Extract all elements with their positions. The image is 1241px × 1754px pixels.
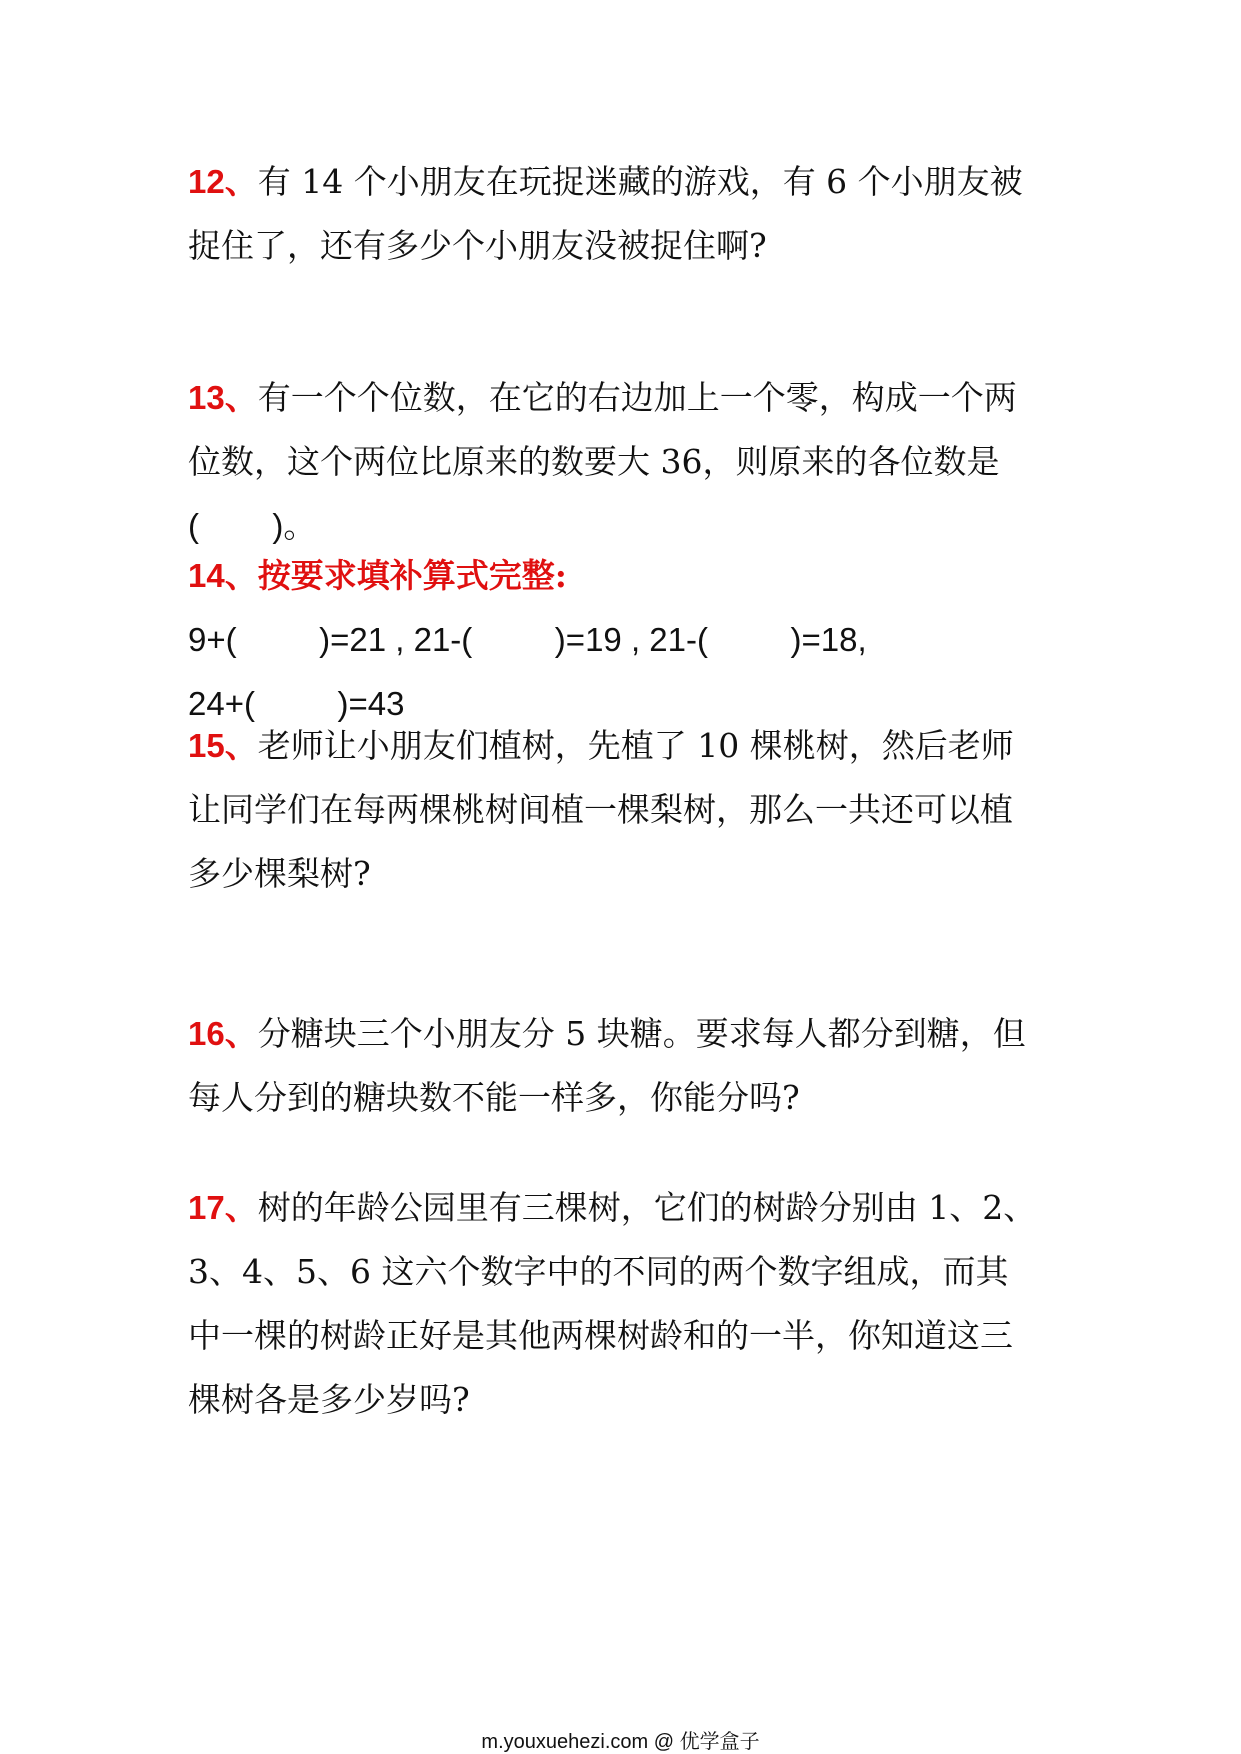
question-text: 捉住了，还有多少个小朋友没被捉住啊?	[188, 226, 767, 265]
question-12	[188, 150, 1058, 278]
question-text: 让同学们在每两棵桃树间植一棵梨树，那么一共还可以植	[188, 790, 1013, 829]
equation-line: 9+( )=21 , 21-( )=19 , 21-( )=18,	[188, 621, 867, 658]
question-16	[188, 1002, 1058, 1130]
footer-watermark: m.youxuehezi.com @ 优学盒子	[481, 1731, 760, 1753]
question-number: 15、	[188, 727, 258, 764]
question-number: 17、	[188, 1189, 258, 1226]
question-17	[188, 1176, 1058, 1432]
question-title: 按要求填补算式完整:	[257, 556, 567, 595]
question-text: 中一棵的树龄正好是其他两棵树龄和的一半，你知道这三	[188, 1316, 1013, 1355]
question-number: 12、	[188, 163, 258, 200]
question-text: 位数，这个两位比原来的数要大 36，则原来的各位数是	[188, 442, 1000, 481]
question-text: 每人分到的糖块数不能一样多，你能分吗?	[188, 1078, 800, 1117]
question-text: 3、4、5、6 这六个数字中的不同的两个数字组成，而其	[188, 1252, 1009, 1291]
question-15	[188, 714, 1058, 906]
equation-line: 24+( )=43	[188, 685, 405, 722]
question-14	[188, 544, 1058, 736]
question-text: 有 14 个小朋友在玩捉迷藏的游戏，有 6 个小朋友被	[257, 162, 1023, 201]
question-text: 树的年龄公园里有三棵树，它们的树龄分别由 1、2、	[257, 1188, 1037, 1227]
question-number: 16、	[188, 1015, 258, 1052]
question-text: 有一个个位数，在它的右边加上一个零，构成一个两	[257, 378, 1017, 417]
question-text: 多少棵梨树?	[188, 854, 371, 893]
question-number: 14、	[188, 557, 258, 594]
question-text: 老师让小朋友们植树，先植了 10 棵桃树，然后老师	[257, 726, 1014, 765]
question-text: 棵树各是多少岁吗?	[188, 1380, 470, 1419]
question-number: 13、	[188, 379, 258, 416]
question-13	[188, 366, 1058, 558]
answer-blank: ( )。	[188, 507, 317, 544]
question-text: 分糖块三个小朋友分 5 块糖。要求每人都分到糖，但	[257, 1014, 1026, 1053]
